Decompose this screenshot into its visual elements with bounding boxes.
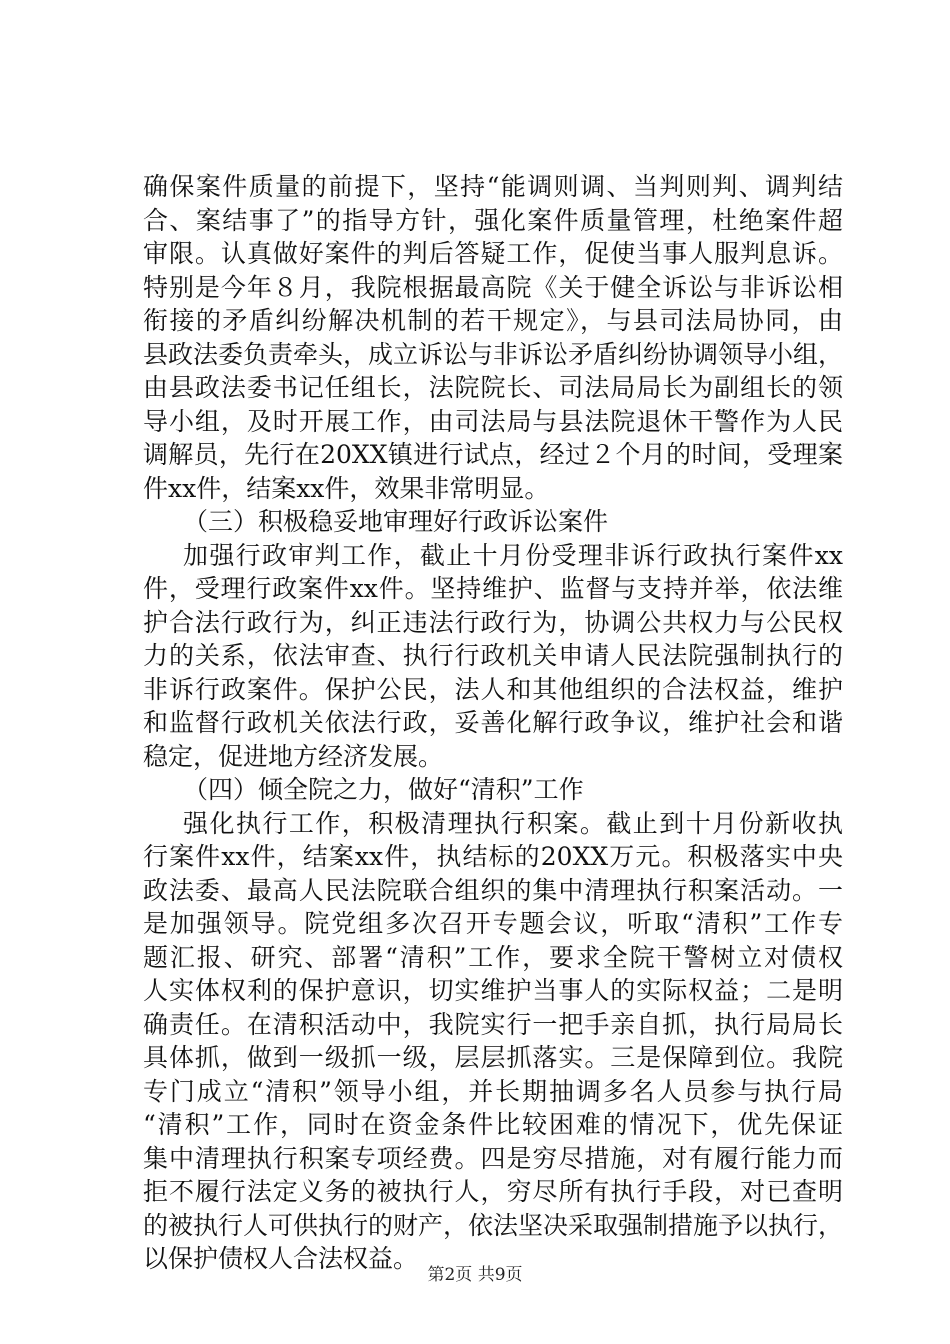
paragraph-line: 衔接的矛盾纠纷解决机制的若干规定》，与县司法局协同，由 — [143, 306, 843, 335]
paragraph-line: 特别是今年８月，我院根据最高院《关于健全诉讼与非诉讼相 — [143, 272, 843, 302]
paragraph-line: 县政法委负责牵头，成立诉讼与非诉讼矛盾纠纷协调领导小组， — [143, 339, 844, 369]
paragraph-line: 强化执行工作，积极清理执行积案。截止到十月份新收执 — [183, 808, 843, 838]
paragraph-line: “清积”工作，同时在资金条件比较困难的情况下，优先保证 — [143, 1110, 843, 1139]
paragraph-line: 人实体权利的保护意识，切实维护当事人的实际权益；二是明 — [143, 976, 843, 1005]
paragraph-line: 审限。认真做好案件的判后答疑工作，促使当事人服判息诉。 — [143, 239, 843, 268]
paragraph-line: 拒不履行法定义务的被执行人，穷尽所有执行手段，对已查明 — [143, 1177, 843, 1206]
paragraph-line: 导小组，及时开展工作，由司法局与县法院退休干警作为人民 — [143, 406, 843, 436]
paragraph-line: 题汇报、研究、部署“清积”工作，要求全院干警树立对债权 — [143, 942, 843, 972]
paragraph-line: 的被执行人可供执行的财产，依法坚决采取强制措施予以执行， — [143, 1210, 844, 1240]
paragraph-line: 由县政法委书记任组长，法院院长、司法局局长为副组长的领 — [143, 373, 843, 402]
paragraph-line: 以保护债权人合法权益。 — [143, 1244, 419, 1273]
page-number-footer: 第2页 共9页 — [427, 1265, 523, 1285]
paragraph-line: 行案件xx件，结案xx件，执结标的20XX万元。积极落实中央 — [143, 842, 843, 871]
paragraph-line: 合、案结事了”的指导方针，强化案件质量管理，杜绝案件超 — [143, 205, 843, 235]
paragraph-line: 力的关系，依法审查、执行行政机关申请人民法院强制执行的 — [143, 641, 843, 670]
paragraph-line: 确责任。在清积活动中，我院实行一把手亲自抓，执行局局长 — [143, 1009, 843, 1039]
paragraph-line: 非诉行政案件。保护公民，法人和其他组织的合法权益，维护 — [143, 674, 843, 704]
section-heading-3: （三）积极稳妥地审理好行政诉讼案件 — [183, 507, 609, 536]
paragraph-line: 专门成立“清积”领导小组，并长期抽调多名人员参与执行局 — [143, 1076, 843, 1106]
paragraph-line: 加强行政审判工作，截止十月份受理非诉行政执行案件xx — [183, 540, 843, 570]
paragraph-line: 和监督行政机关依法行政，妥善化解行政争议，维护社会和谐 — [143, 708, 843, 737]
section-heading-4: （四）倾全院之力，做好“清积”工作 — [183, 775, 584, 804]
paragraph-line: 确保案件质量的前提下，坚持“能调则调、当判则判、调判结 — [143, 172, 843, 201]
paragraph-line: 是加强领导。院党组多次召开专题会议，听取“清积”工作专 — [143, 909, 843, 938]
paragraph-line: 护合法行政行为，纠正违法行政行为，协调公共权力与公民权 — [143, 607, 843, 637]
paragraph-line: 稳定，促进地方经济发展。 — [143, 741, 444, 771]
paragraph-line: 件xx件，结案xx件，效果非常明显。 — [143, 473, 550, 503]
paragraph-line: 政法委、最高人民法院联合组织的集中清理执行积案活动。一 — [143, 875, 843, 905]
paragraph-line: 集中清理执行积案专项经费。四是穷尽措施，对有履行能力而 — [143, 1143, 843, 1173]
paragraph-line: 件，受理行政案件xx件。坚持维护、监督与支持并举，依法维 — [143, 574, 843, 603]
paragraph-line: 调解员，先行在20XX镇进行试点，经过２个月的时间，受理案 — [143, 440, 843, 469]
paragraph-line: 具体抓，做到一级抓一级，层层抓落实。三是保障到位。我院 — [143, 1043, 843, 1072]
